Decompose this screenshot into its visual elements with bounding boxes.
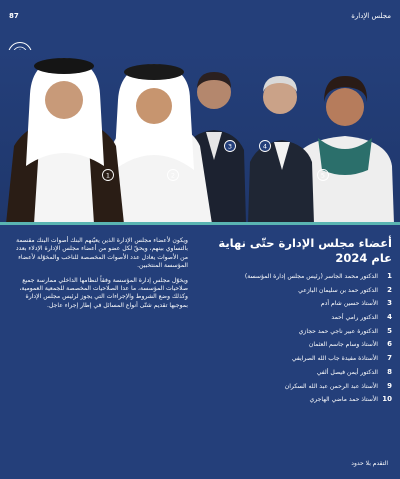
list-item bbox=[206, 313, 392, 327]
list-item bbox=[206, 286, 392, 300]
list-item bbox=[206, 395, 392, 409]
member-name: الدكتور حمد بن سليمان البازعي bbox=[298, 286, 378, 294]
photo-label-1: 1 bbox=[105, 171, 111, 180]
member-number: 8 bbox=[387, 367, 392, 376]
member-name: الأستاذ حسين شام أدم bbox=[320, 300, 378, 308]
list-item bbox=[206, 272, 392, 286]
member-number: 10 bbox=[382, 395, 392, 404]
board-members-photo bbox=[0, 50, 400, 224]
member-name: الدكتور رامي أحمد bbox=[331, 314, 378, 322]
paragraph-voting: ويكون لأعضاء مجلس الإدارة الذين يعيّنهم البنك أصوات البنك مقسمة بالتساوي بينهم، ويحقّ لكل عضو من أعضاء مجلس الإدارة الإدلاء بعدد من الأصوات يعادل عدد الأصوات المخصصة للناخب والمخوّلة لأعضاء المؤسسة المنتخبين. bbox=[15, 237, 188, 270]
body-text bbox=[12, 237, 188, 316]
list-item bbox=[206, 299, 392, 313]
member-name: الدكتورة عبير ناجي حمد حجازي bbox=[298, 327, 378, 335]
page-number: 87 bbox=[9, 12, 19, 20]
paragraph-powers: ويخوّل مجلس إدارة المؤسسة وفقاً لنظامها الداخلي ممارسة جميع صلاحيات المؤسسة، ما عدا الصلاحيات المخصصة للجمعية العمومية، وكذلك وضع الشروط والإجراءات التي يجوز لرئيس مجلس الإدارة بموجبها تقديم شتّى أنواع المسائل في إطار إجراء عاجل. bbox=[19, 276, 188, 309]
member-name: الأستاذ وسام جاسم العثمان bbox=[308, 341, 378, 349]
member-number: 2 bbox=[387, 285, 392, 294]
section-heading-line1: أعضاء مجلس الإدارة حتّى نهاية bbox=[218, 236, 392, 250]
list-item bbox=[206, 368, 392, 382]
list-item bbox=[206, 382, 392, 396]
photo-label-3: 3 bbox=[227, 142, 233, 151]
accent-divider bbox=[0, 222, 400, 225]
footer-tagline: التقدم بلا حدود bbox=[351, 460, 388, 467]
section-heading-line2: عام 2024 bbox=[335, 251, 392, 265]
list-item bbox=[206, 327, 392, 341]
member-number: 4 bbox=[387, 313, 392, 322]
member-name: الأستاذة مفيدة جاب الله الصرايفي bbox=[291, 355, 378, 363]
member-number: 5 bbox=[387, 326, 392, 335]
member-number: 3 bbox=[387, 299, 392, 308]
member-number: 7 bbox=[387, 354, 392, 363]
member-name: الدكتور أيمن فيصل ألفي bbox=[316, 368, 378, 376]
member-name: الأستاذ حمد ماضي الهاجري bbox=[309, 396, 378, 404]
list-item bbox=[206, 340, 392, 354]
member-number: 9 bbox=[387, 381, 392, 390]
photo-label-2: 2 bbox=[170, 171, 176, 180]
member-name: الأستاذ عبد الرحمن عبد الله السكران bbox=[284, 382, 378, 390]
member-number: 6 bbox=[387, 340, 392, 349]
member-number: 1 bbox=[387, 272, 392, 280]
list-item bbox=[206, 354, 392, 368]
section-title: مجلس الإدارة bbox=[351, 12, 391, 20]
member-list bbox=[206, 272, 392, 409]
photo-label-5: 5 bbox=[320, 171, 326, 180]
board-members-section bbox=[206, 236, 392, 409]
photo-label-4: 4 bbox=[262, 142, 268, 151]
member-name: الدكتور محمد الجاسر (رئيس مجلس إدارة المؤسسة) bbox=[244, 273, 378, 280]
